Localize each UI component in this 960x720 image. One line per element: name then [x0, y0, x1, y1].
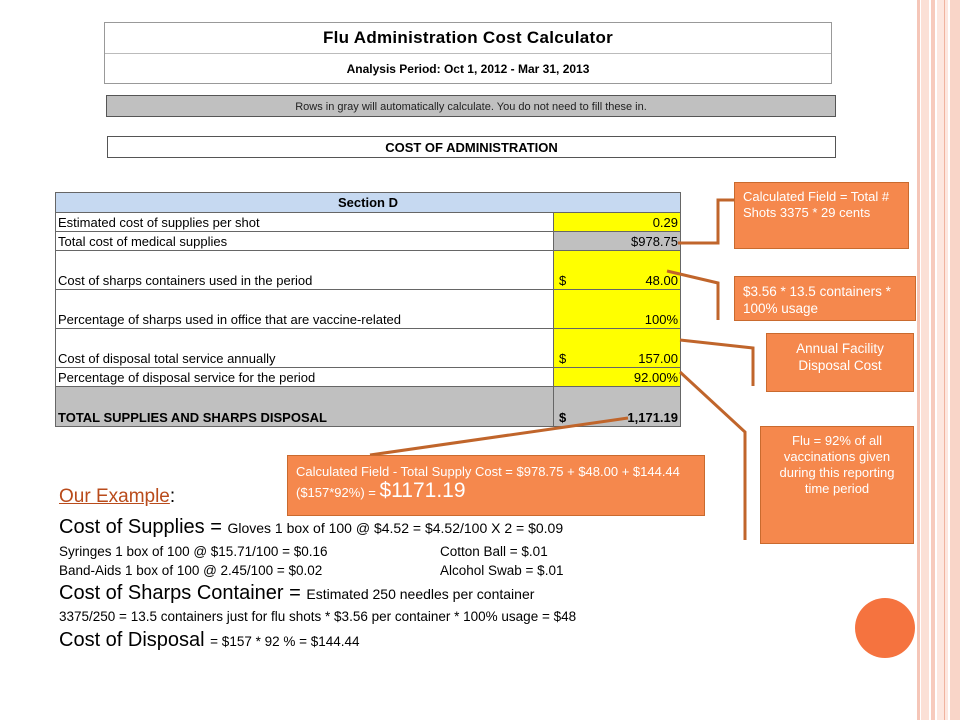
sharps-calculation: 3375/250 = 13.5 containers just for flu shots * $3.56 per container * 100% usage = $48 — [59, 609, 577, 624]
syringes-line: Syringes 1 box of 100 @ $15.71/100 = $0.16 — [59, 544, 328, 559]
example-heading: Our Example — [59, 486, 170, 507]
analysis-period: Analysis Period: Oct 1, 2012 - Mar 31, 2013 — [105, 53, 831, 83]
sharps-detail: Estimated 250 needles per container — [306, 586, 535, 602]
callout-flu-percentage: Flu = 92% of all vaccinations given during this reporting time period — [760, 426, 914, 544]
row-label: Percentage of sharps used in office that are vaccine-related — [56, 290, 554, 328]
cotton-line: Cotton Ball = $.01 — [440, 544, 548, 559]
connector-line — [667, 271, 718, 320]
supplies-title: Cost of Supplies = — [59, 516, 228, 538]
callout-facility-disposal: Annual Facility Disposal Cost — [766, 333, 914, 392]
connector-line — [680, 340, 753, 386]
disposal-detail: = $157 * 92 % = $144.44 — [210, 634, 360, 649]
total-supply-value: $1171.19 — [379, 479, 466, 502]
alcohol-line: Alcohol Swab = $.01 — [440, 563, 564, 578]
sharps-containers-cost-cell[interactable]: $ 48.00 — [554, 251, 680, 289]
row-label: Cost of disposal total service annually — [56, 329, 554, 367]
bandaids-line: Band-Aids 1 box of 100 @ 2.45/100 = $0.02 — [59, 563, 323, 578]
disposal-annual-cost-cell[interactable]: $ 157.00 — [554, 329, 680, 367]
sharps-title: Cost of Sharps Container = — [59, 582, 307, 604]
row-label: TOTAL SUPPLIES AND SHARPS DISPOSAL — [56, 387, 554, 426]
gray-rows-note: Rows in gray will automatically calculate. You do not need to fill these in. — [106, 95, 836, 117]
supplies-detail: Gloves 1 box of 100 @ $4.52 = $4.52/100 X 2 = $0.09 — [227, 520, 564, 536]
row-label: Total cost of medical supplies — [56, 232, 554, 250]
sharps-percentage-cell[interactable]: 100% — [554, 290, 680, 328]
connector-line — [370, 418, 628, 455]
disposal-percentage-cell[interactable]: 92.00% — [554, 368, 680, 386]
callout-calculated-field: Calculated Field = Total # Shots 3375 * 29 cents — [734, 182, 909, 249]
callout-sharps-containers: $3.56 * 13.5 containers * 100% usage — [734, 276, 916, 321]
row-label: Estimated cost of supplies per shot — [56, 213, 554, 231]
worked-example — [59, 486, 859, 656]
disposal-title: Cost of Disposal — [59, 629, 211, 651]
total-supplies-cell: $ 1,171.19 — [559, 410, 678, 425]
example-heading-colon: : — [169, 486, 176, 507]
total-supply-formula: Calculated Field - Total Supply Cost = $978.75 + $48.00 + $144.44 ($157*92%) = — [296, 464, 680, 500]
row-label: Percentage of disposal service for the period — [56, 368, 554, 386]
connector-line — [678, 200, 734, 243]
calculator-title: Flu Administration Cost Calculator — [322, 28, 614, 47]
supplies-per-shot-cell[interactable]: 0.29 — [554, 213, 680, 231]
row-label: Cost of sharps containers used in the period — [56, 251, 554, 289]
total-medical-supplies-cell: $978.75 — [554, 232, 680, 250]
section-d-header: Section D — [56, 193, 680, 213]
cost-of-administration-header: COST OF ADMINISTRATION — [107, 136, 836, 158]
